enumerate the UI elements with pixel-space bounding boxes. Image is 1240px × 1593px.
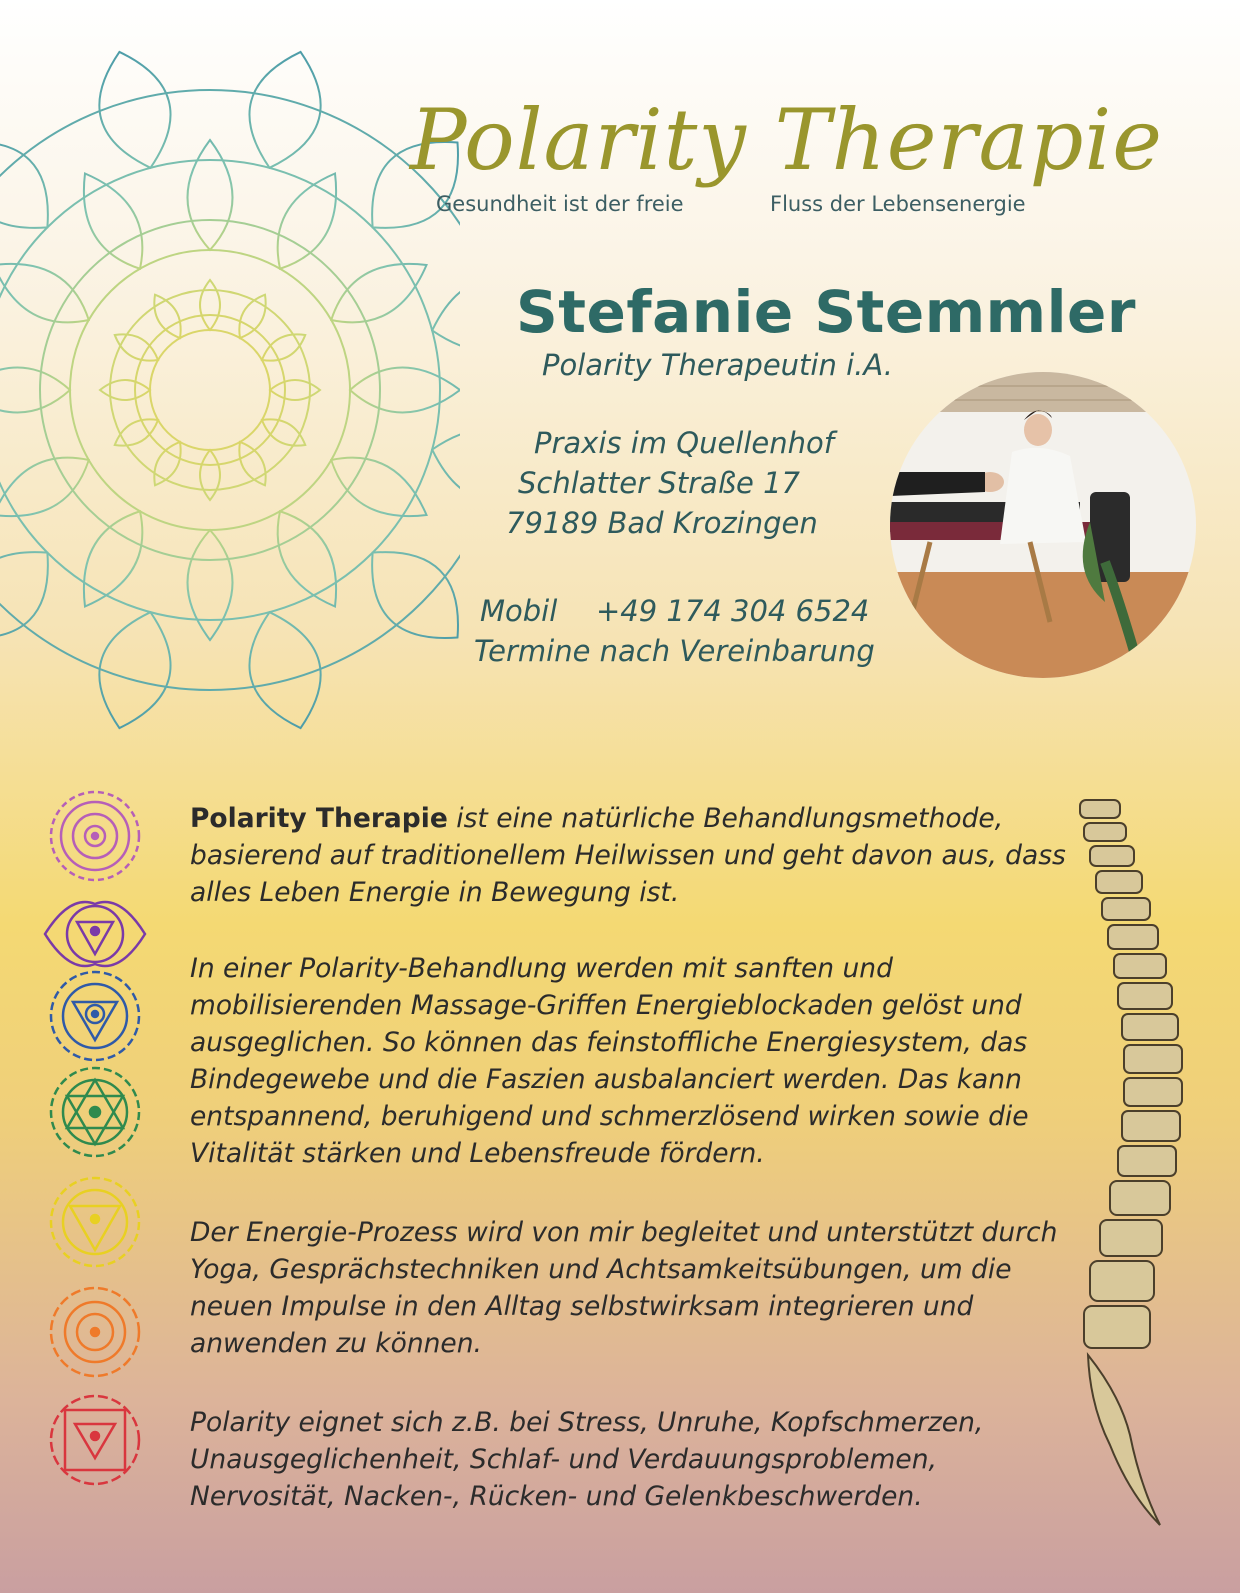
phone-label: Mobil [480,594,558,628]
process-paragraph: Der Energie-Prozess wird von mir begleitet und unterstützt durch Yoga, Gesprächstechniken und Achtsamkeitsübungen, um die neuen Impulse in den Alltag selbstwirksam integrieren und anwenden zu können. [190,1217,1058,1359]
intro-text: ist eine natürliche Behandlungsmethode, basierend auf traditionellem Heilwissen und geht davon aus, dass alles Leben Energie in Bewegung ist. [190,803,1066,908]
mandala-illustration [0,30,460,750]
tagline-left: Gesundheit ist der freie [436,192,684,216]
chakra-solar-plexus-icon [40,1172,150,1272]
treatment-paragraph: In einer Polarity-Behandlung werden mit sanften und mobilisierenden Massage-Griffen Energieblockaden gelöst und ausgeglichen. So können das feinstoffliche Energiesystem, das Bindegewebe und die Faszien ausbalanciert werden. Das kann entspannend, beruhigend und schmerzlösend wirken sowie die Vitalität stärken und Lebensfreude fördern. [190,953,1029,1169]
intro-paragraph [190,800,1070,911]
profession: Polarity Therapeutin i.A. [542,348,893,382]
chakra-crown-icon [40,786,150,886]
appointments-note: Termine nach Vereinbarung [474,634,875,668]
chakra-heart-icon [40,1062,150,1162]
address-line-2: Schlatter Straße 17 [518,466,800,500]
tagline-right: Fluss der Lebensenergie [770,192,1026,216]
chakra-sacral-icon [40,1282,150,1382]
intro-bold: Polarity Therapie [190,803,448,834]
therapist-name: Stefanie Stemmler [516,278,1136,346]
chakra-throat-icon [40,966,150,1066]
chakra-root-icon [40,1390,150,1490]
address-line-1: Praxis im Quellenhof [534,426,834,460]
page-title: Polarity Therapie [410,91,1163,189]
spine-illustration [1060,795,1205,1535]
phone-number[interactable]: +49 174 304 6524 [596,594,870,628]
therapy-session-photo [890,372,1196,678]
indications-paragraph: Polarity eignet sich z.B. bei Stress, Unruhe, Kopfschmerzen, Unausgeglichenheit, Schlaf- und Verdauungsproblemen, Nervosität, Nacken-, Rücken- und Gelenkbeschwerden. [190,1407,984,1512]
address-line-3: 79189 Bad Krozingen [506,506,818,540]
